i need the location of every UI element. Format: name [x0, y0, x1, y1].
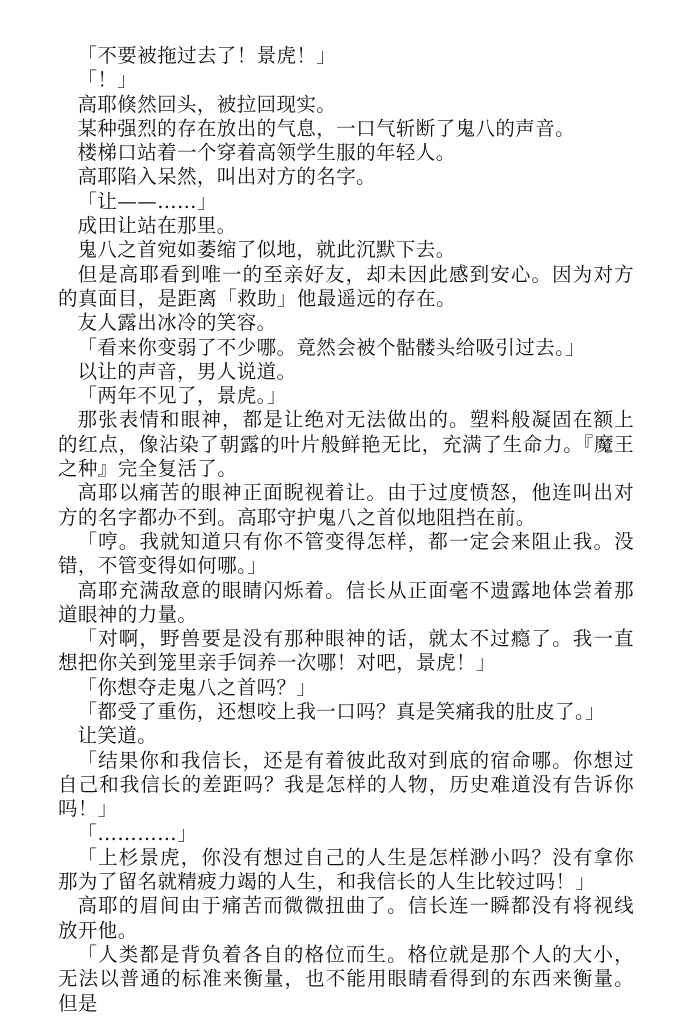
- paragraph-17: 「哼。我就知道只有你不管变得怎样，都一定会来阻止我。没错，不管变得如何哪。」: [58, 529, 634, 578]
- paragraph-21: 「都受了重伤，还想咬上我一口吗？真是笑痛我的肚皮了。」: [77, 700, 606, 724]
- paragraph-19: 「对啊，野兽要是没有那种眼神的话，就太不过瘾了。我一直想把你关到笼里亲手饲养一次哪！对吧，景虎！」: [58, 627, 634, 675]
- paragraph-23: 「结果你和我信长，还是有着彼此敌对到底的宿命哪。你想过自己和我信长的差距吗？我是怎样的人物，历史难道没有告诉你吗！」: [58, 748, 634, 821]
- paragraph-3: 高耶倏然回头，被拉回现实。: [77, 92, 337, 116]
- paragraph-25: 「上杉景虎，你没有想过自己的人生是怎样渺小吗？没有拿你那为了留名就精疲力竭的人生，和我信长的人生比较过吗！」: [58, 845, 634, 894]
- paragraph-14: 「两年不见了，景虎。」: [77, 384, 287, 408]
- paragraph-11: 友人露出冰冷的笑容。: [77, 311, 277, 335]
- paragraph-10: 但是高耶看到唯一的至亲好友，却未因此感到安心。因为对方的真面目，是距离「救助」他最遥远的存在。: [58, 262, 634, 310]
- paragraph-20: 「你想夺走鬼八之首吗？」: [77, 675, 317, 699]
- paragraph-9: 鬼八之首宛如萎缩了似地，就此沉默下去。: [77, 238, 456, 262]
- paragraph-12: 「看来你变弱了不少哪。竟然会被个骷髅头给吸引过去。」: [77, 335, 586, 359]
- paragraph-2: 「！」: [77, 68, 138, 92]
- paragraph-13: 以让的声音，男人说道。: [77, 359, 297, 383]
- paragraph-6: 高耶陷入呆然，叫出对方的名字。: [77, 165, 377, 189]
- paragraph-15: 那张表情和眼神，都是让绝对无法做出的。塑料般凝固在额上的红点，像沾染了朝露的叶片般鲜艳无比，充满了生命力。『魔王之种』完全复活了。: [58, 408, 634, 481]
- paragraph-26: 高耶的眉间由于痛苦而微微扭曲了。信长连一瞬都没有将视线放开他。: [58, 894, 634, 942]
- paragraph-8: 成田让站在那里。: [77, 214, 237, 238]
- paragraph-18: 高耶充满敌意的眼睛闪烁着。信长从正面毫不遗露地体尝着那道眼神的力量。: [58, 578, 634, 626]
- novel-page-body: [58, 44, 634, 1016]
- paragraph-24: 「…………」: [77, 821, 197, 845]
- paragraph-16: 高耶以痛苦的眼神正面睨视着让。由于过度愤怒，他连叫出对方的名字都办不到。高耶守护鬼八之首似地阻挡在前。: [58, 481, 634, 529]
- paragraph-4: 某种强烈的存在放出的气息，一口气斩断了鬼八的声音。: [77, 116, 576, 140]
- paragraph-5: 楼梯口站着一个穿着高领学生服的年轻人。: [77, 141, 456, 165]
- paragraph-7: 「让——……」: [77, 189, 217, 213]
- paragraph-22: 让笑道。: [77, 724, 158, 748]
- paragraph-1: 「不要被拖过去了！景虎！」: [77, 44, 337, 67]
- paragraph-27: 「人类都是背负着各自的格位而生。格位就是那个人的大小，无法以普通的标准来衡量，也不能用眼睛看得到的东西来衡量。但是: [58, 942, 634, 1015]
